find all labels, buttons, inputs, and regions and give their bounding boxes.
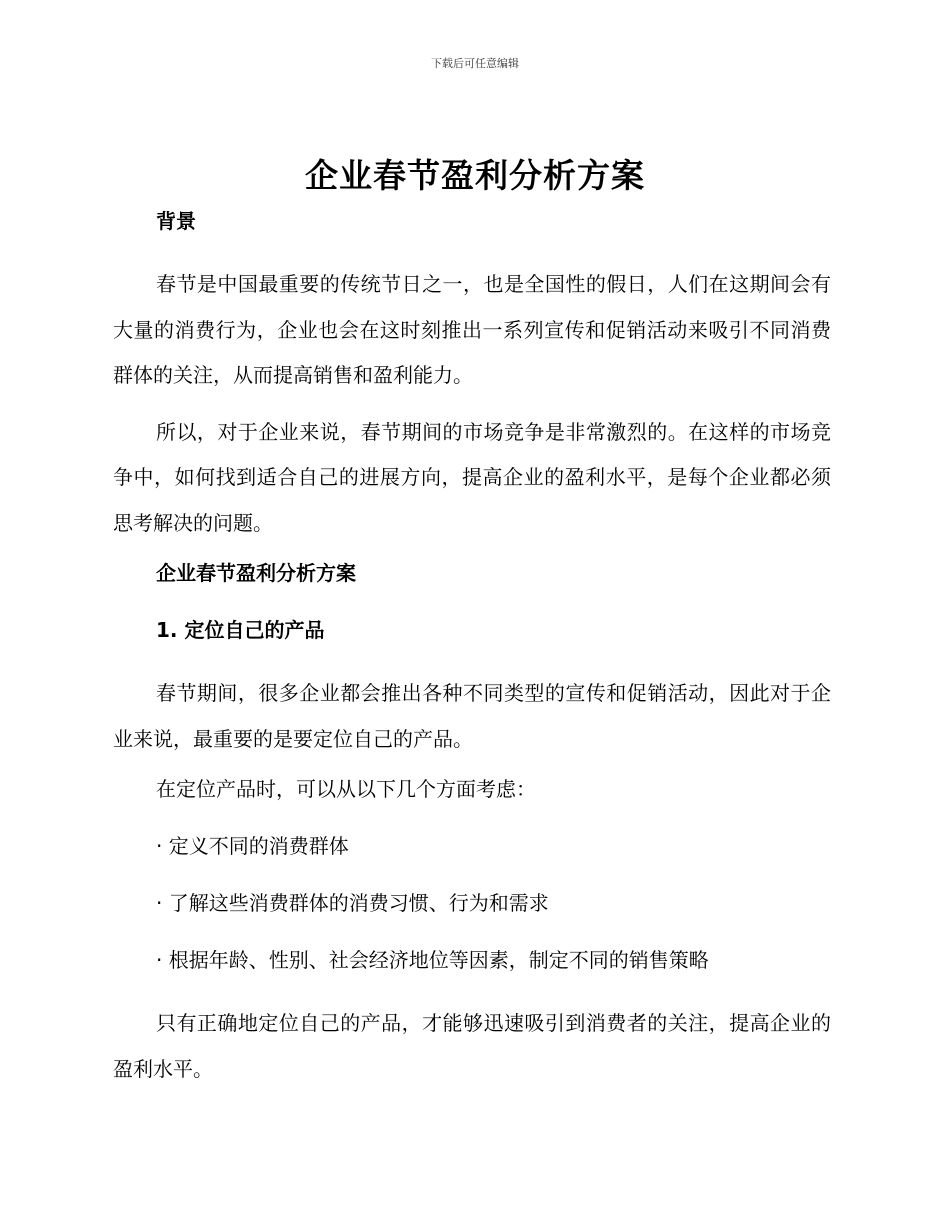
subheading-product-positioning: 1. 定位自己的产品 [156,618,325,642]
document-title: 企业春节盈利分析方案 [305,156,645,195]
plan-lead-paragraph: 在定位产品时，可以从以下几个方面考虑： [156,777,536,801]
section-heading-background: 背景 [156,209,196,233]
background-paragraph-1: 春节是中国最重要的传统节日之一，也是全国性的假日，人们在这期间会有大量的消费行为，企业也会在这时刻推出一系列宣传和促销活动来吸引不同消费群体的关注，从而提高销售和盈利能力。 [113,272,831,387]
section-heading-plan: 企业春节盈利分析方案 [156,561,356,585]
bullet-item: · 了解这些消费群体的消费习惯、行为和需求 [156,891,549,915]
header-note: 下载后可任意编辑 [431,57,519,70]
bullet-item: · 根据年龄、性别、社会经济地位等因素，制定不同的销售策略 [156,948,709,972]
plan-intro-paragraph: 春节期间，很多企业都会推出各种不同类型的宣传和促销活动，因此对于企业来说，最重要的是要定位自己的产品。 [113,681,831,751]
background-paragraph-2: 所以，对于企业来说，春节期间的市场竞争是非常激烈的。在这样的市场竞争中，如何找到适合自己的进展方向，提高企业的盈利水平，是每个企业都必须思考解决的问题。 [113,419,831,535]
plan-conclusion-paragraph: 只有正确地定位自己的产品，才能够迅速吸引到消费者的关注，提高企业的盈利水平。 [113,1011,831,1081]
document-body [113,205,831,1103]
bullet-item: · 定义不同的消费群体 [156,834,349,858]
